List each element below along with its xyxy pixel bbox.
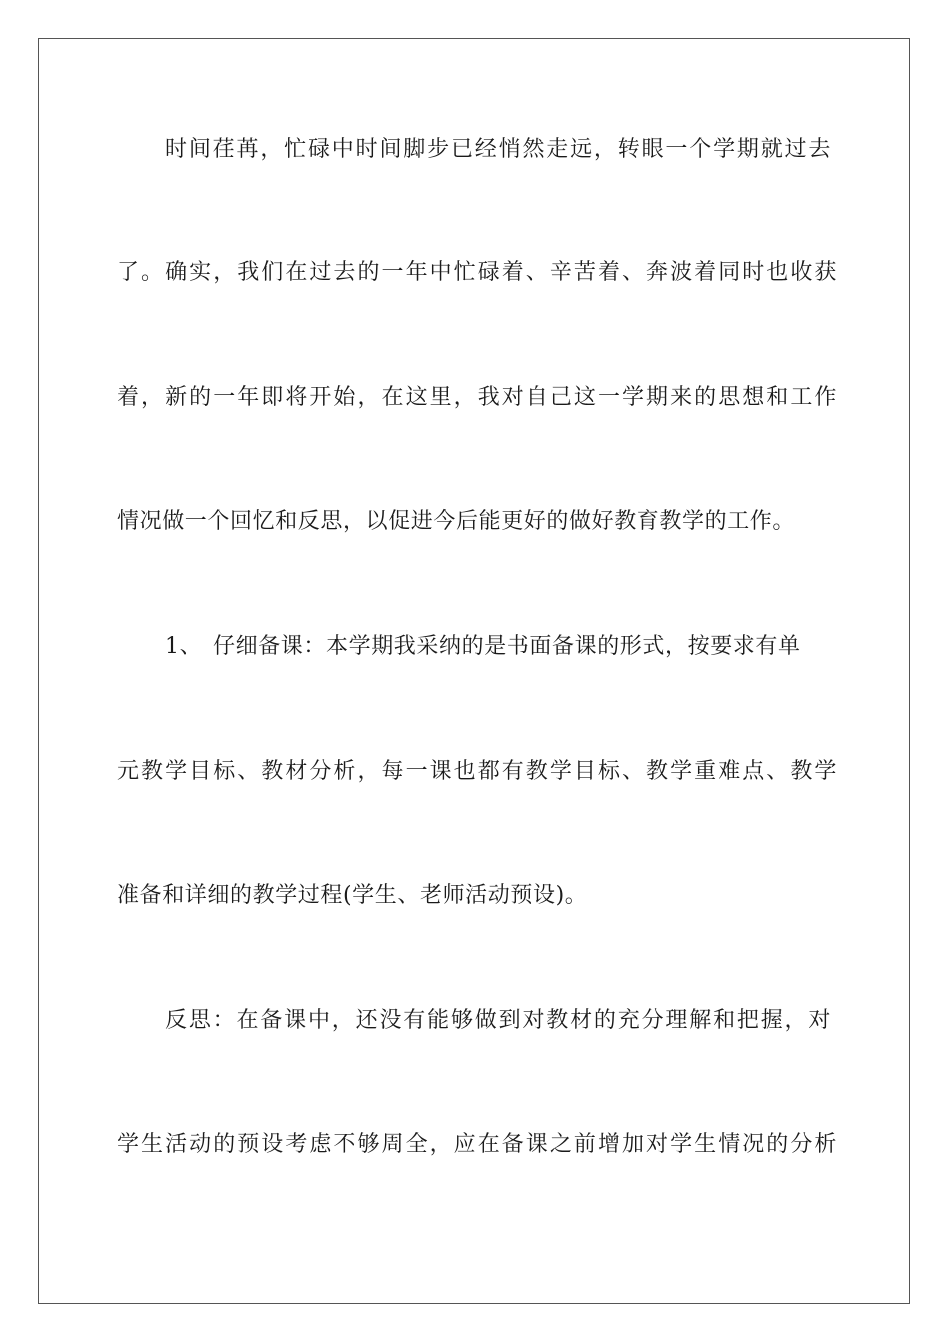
paragraph-1-line-3: 着，新的一年即将开始，在这里，我对自己这一学期来的思想和工作: [117, 385, 837, 410]
paragraph-1-line-4: 情况做一个回忆和反思，以促进今后能更好的做好教育教学的工作。: [117, 509, 796, 534]
list-number: 1、: [165, 634, 203, 659]
paragraph-1-line-1: 时间荏苒，忙碌中时间脚步已经悄然走远，转眼一个学期就过去: [165, 137, 831, 162]
list-item-1-line-3: 准备和详细的教学过程(学生、老师活动预设)。: [117, 883, 588, 908]
paragraph-1-line-2: 了。确实，我们在过去的一年中忙碌着、辛苦着、奔波着同时也收获: [117, 260, 837, 285]
list-item-1-text: 仔细备课：本学期我采纳的是书面备课的形式，按要求有单: [213, 634, 801, 659]
list-item-1-line-1: [165, 632, 831, 662]
page-border: [38, 38, 910, 1304]
list-item-1-line-2: 元教学目标、教材分析，每一课也都有教学目标、教学重难点、教学: [117, 759, 837, 784]
paragraph-reflection-line-1: 反思：在备课中，还没有能够做到对教材的充分理解和把握，对: [165, 1008, 831, 1033]
paragraph-reflection-line-2: 学生活动的预设考虑不够周全，应在备课之前增加对学生情况的分析: [117, 1132, 837, 1157]
